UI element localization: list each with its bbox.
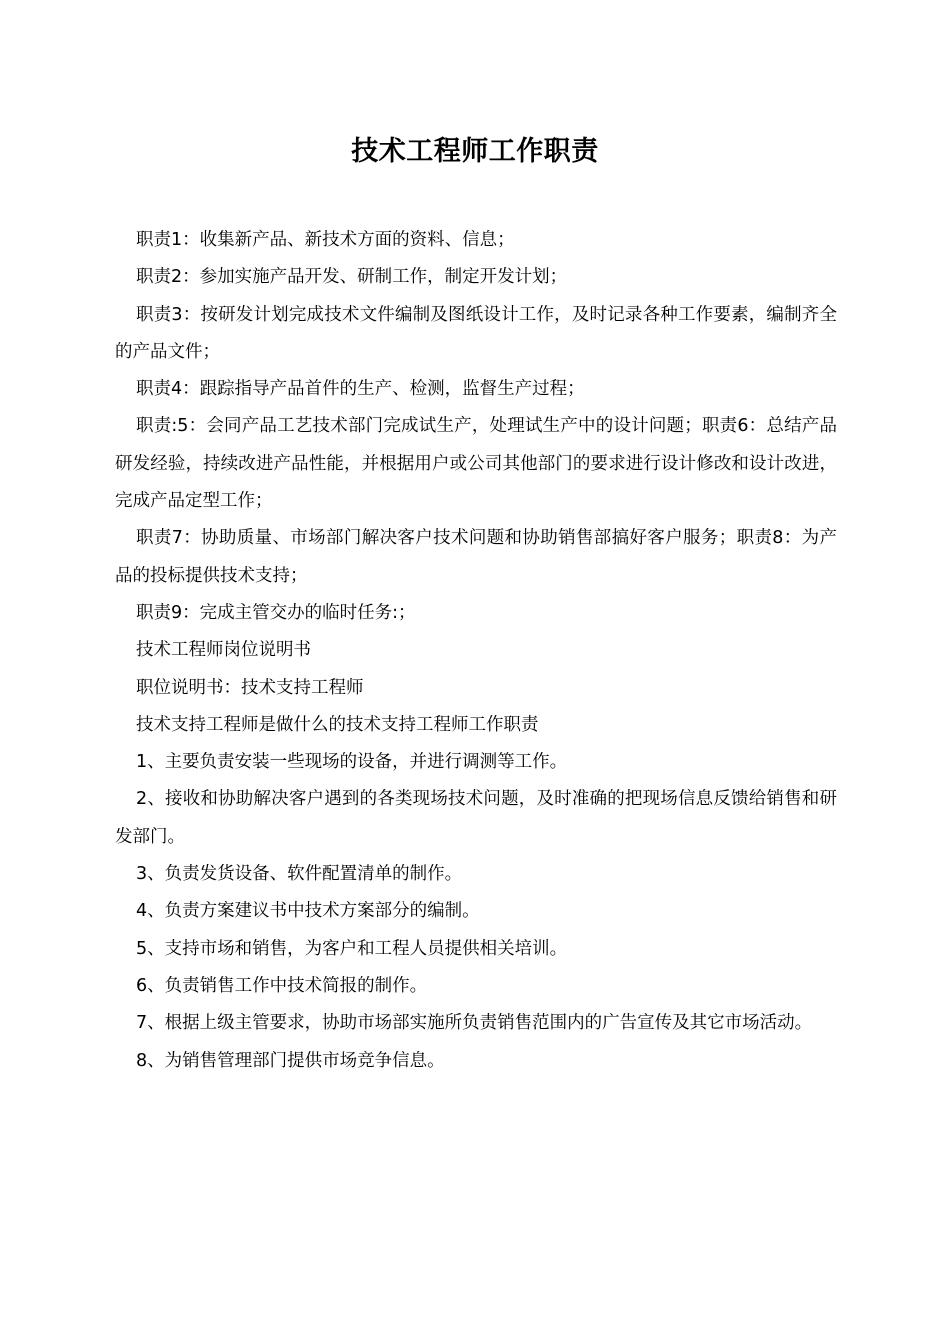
paragraph-duty-1: 职责1：收集新产品、新技术方面的资料、信息；: [136, 230, 515, 250]
paragraph-duty-4: 职责4：跟踪指导产品首件的生产、检测，监督生产过程；: [136, 379, 585, 400]
list-item-7: 7、根据上级主管要求，协助市场部实施所负责销售范围内的广告宣传及其它市场活动。: [136, 1013, 813, 1034]
paragraph-duty-3: 职责3：按研发计划完成技术文件编制及图纸设计工作，及时记录各种工作要素，编制齐全的产品文件；: [115, 304, 837, 362]
list-item-3: 3、负责发货设备、软件配置清单的制作。: [136, 864, 463, 885]
document-body: [115, 222, 837, 1080]
paragraph-duty-2: 职责2：参加实施产品开发、研制工作，制定开发计划；: [136, 267, 568, 288]
paragraph-support-engineer-intro: 技术支持工程师是做什么的技术支持工程师工作职责: [136, 714, 539, 735]
list-item-5: 5、支持市场和销售，为客户和工程人员提供相关培训。: [136, 938, 568, 959]
list-item-4: 4、负责方案建议书中技术方案部分的编制。: [136, 901, 480, 922]
list-item-1: 1、主要负责安装一些现场的设备，并进行调测等工作。: [136, 752, 568, 773]
paragraph-job-description-title: 技术工程师岗位说明书: [136, 640, 311, 661]
list-item-2: 2、接收和协助解决客户遇到的各类现场技术问题，及时准确的把现场信息反馈给销售和研发部门。: [115, 789, 837, 847]
paragraph-duty-5-6: 职责:5：会同产品工艺技术部门完成试生产，处理试生产中的设计问题；职责6：总结产品研发经验，持续改进产品性能，并根据用户或公司其他部门的要求进行设计修改和设计改进，完成产品定型工作；: [115, 416, 837, 512]
paragraph-position-description: 职位说明书：技术支持工程师: [136, 677, 364, 698]
list-item-8: 8、为销售管理部门提供市场竞争信息。: [136, 1050, 445, 1071]
list-item-6: 6、负责销售工作中技术简报的制作。: [136, 975, 428, 996]
paragraph-duty-9: 职责9：完成主管交办的临时任务:；: [136, 602, 416, 623]
paragraph-duty-7-8: 职责7：协助质量、市场部门解决客户技术问题和协助销售部搞好客户服务；职责8：为产品的投标提供技术支持；: [115, 528, 837, 586]
document-title: 技术工程师工作职责: [351, 136, 599, 167]
